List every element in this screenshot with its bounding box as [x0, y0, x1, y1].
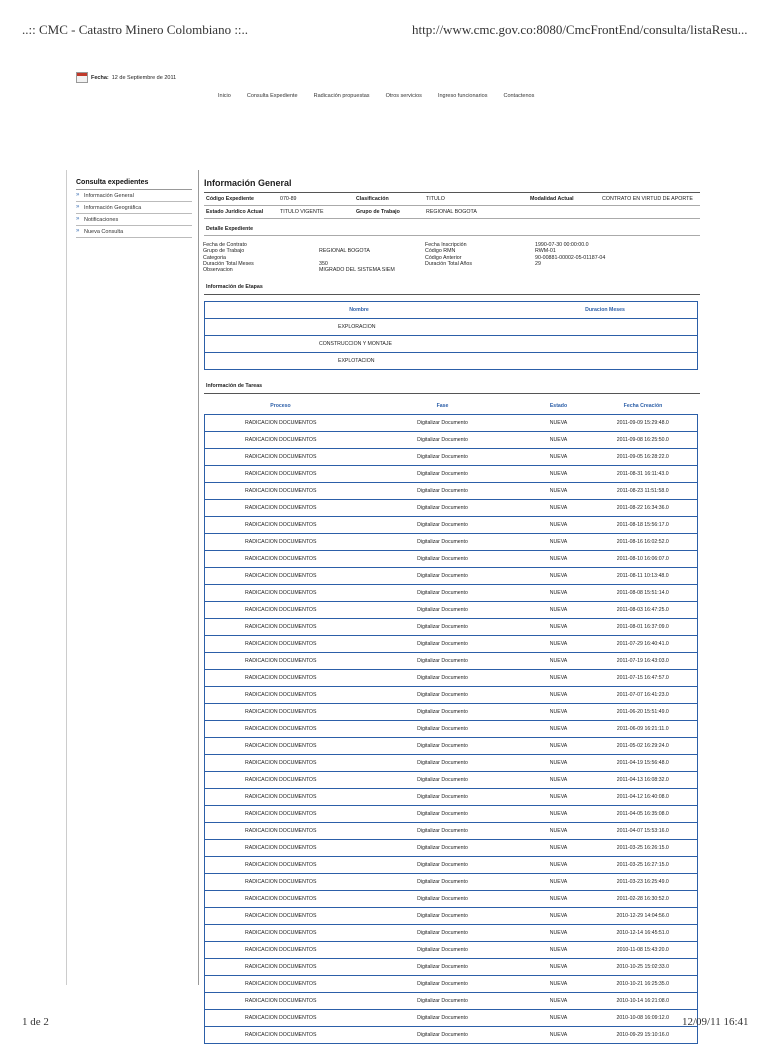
detalle-value: 90-00881-00002-05-01187-04: [535, 254, 606, 261]
tarea-estado: NUEVA: [529, 517, 589, 534]
page-footer-left: 1 de 2: [22, 1016, 49, 1028]
tarea-fecha: 2011-08-16 16:02:52.0: [589, 534, 698, 551]
tarea-proceso: RADICACION DOCUMENTOS: [205, 636, 357, 653]
tarea-fase: Digitalizar Documento: [357, 1027, 529, 1044]
tarea-proceso: RADICACION DOCUMENTOS: [205, 772, 357, 789]
table-row: [205, 738, 698, 755]
tarea-fecha: 2011-04-05 16:35:08.0: [589, 806, 698, 823]
col-nombre: Nombre: [205, 302, 514, 319]
tarea-fase: Digitalizar Documento: [357, 874, 529, 891]
tarea-fase: Digitalizar Documento: [357, 687, 529, 704]
table-row: [205, 704, 698, 721]
tarea-fecha: 2011-09-09 15:29:48.0: [589, 415, 698, 432]
table-row: [205, 551, 698, 568]
tarea-estado: NUEVA: [529, 619, 589, 636]
detalle-value: 350: [319, 260, 328, 267]
modalidad-value: CONTRATO EN VIRTUD DE APORTE: [602, 196, 693, 202]
tarea-proceso: RADICACION DOCUMENTOS: [205, 942, 357, 959]
nav-otros-servicios[interactable]: Otros servicios: [385, 93, 422, 99]
tarea-estado: NUEVA: [529, 602, 589, 619]
tarea-fase: Digitalizar Documento: [357, 806, 529, 823]
tarea-estado: NUEVA: [529, 925, 589, 942]
fecha: [76, 72, 176, 83]
table-row: [205, 466, 698, 483]
tareas-table: [204, 398, 698, 1044]
tarea-fecha: 2011-06-20 15:51:49.0: [589, 704, 698, 721]
fecha-label: Fecha:: [91, 74, 109, 81]
nav-ingreso-funcionarios[interactable]: Ingreso funcionarios: [437, 93, 488, 99]
tarea-proceso: RADICACION DOCUMENTOS: [205, 704, 357, 721]
tarea-proceso: RADICACION DOCUMENTOS: [205, 568, 357, 585]
tarea-fecha: 2011-04-19 15:56:48.0: [589, 755, 698, 772]
detalle-title: Detalle Expediente: [204, 219, 700, 236]
tarea-proceso: RADICACION DOCUMENTOS: [205, 908, 357, 925]
tarea-fase: Digitalizar Documento: [357, 857, 529, 874]
tarea-proceso: RADICACION DOCUMENTOS: [205, 755, 357, 772]
table-row: [205, 908, 698, 925]
tarea-estado: NUEVA: [529, 891, 589, 908]
browser-title: ..:: CMC - Catastro Minero Colombiano ::..: [22, 22, 249, 37]
table-row: [205, 585, 698, 602]
tarea-fase: Digitalizar Documento: [357, 670, 529, 687]
tarea-estado: NUEVA: [529, 687, 589, 704]
tareas-title: Información de Tareas: [206, 383, 263, 390]
tarea-fecha: 2010-09-29 15:10:16.0: [589, 1027, 698, 1044]
detalle-grid: [203, 236, 700, 273]
tarea-proceso: RADICACION DOCUMENTOS: [205, 534, 357, 551]
tarea-fecha: 2011-07-29 16:40:41.0: [589, 636, 698, 653]
table-row: [205, 619, 698, 636]
tarea-fecha: 2011-08-11 10:13:48.0: [589, 568, 698, 585]
tarea-proceso: RADICACION DOCUMENTOS: [205, 500, 357, 517]
tarea-estado: NUEVA: [529, 653, 589, 670]
tarea-fecha: 2010-12-29 14:04:56.0: [589, 908, 698, 925]
table-row: [205, 721, 698, 738]
tarea-fase: Digitalizar Documento: [357, 840, 529, 857]
tarea-proceso: RADICACION DOCUMENTOS: [205, 670, 357, 687]
tarea-fase: Digitalizar Documento: [357, 1010, 529, 1027]
table-row: [205, 840, 698, 857]
tarea-fecha: 2011-08-23 11:51:58.0: [589, 483, 698, 500]
table-row: [205, 534, 698, 551]
tarea-fase: Digitalizar Documento: [357, 704, 529, 721]
tarea-fecha: 2011-04-13 16:08:32.0: [589, 772, 698, 789]
tarea-estado: NUEVA: [529, 568, 589, 585]
table-row: [205, 687, 698, 704]
general-row-2: [204, 206, 700, 219]
detalle-value: RWM-01: [535, 248, 556, 255]
tarea-fecha: 2011-08-08 15:51:14.0: [589, 585, 698, 602]
estado-label: Estado Jurídico Actual: [206, 209, 264, 215]
tarea-fecha: 2011-02-28 16:30:52.0: [589, 891, 698, 908]
tarea-fase: Digitalizar Documento: [357, 738, 529, 755]
tarea-fase: Digitalizar Documento: [357, 908, 529, 925]
tarea-fase: Digitalizar Documento: [357, 942, 529, 959]
table-row: [205, 500, 698, 517]
etapa-nombre: CONSTRUCCION Y MONTAJE: [205, 336, 514, 353]
sidebar-item-nueva-consulta[interactable]: » Nueva Consulta: [76, 226, 192, 238]
tarea-estado: NUEVA: [529, 466, 589, 483]
sidebar-item-info-general[interactable]: » Información General: [76, 190, 192, 202]
col-estado: Estado: [529, 398, 589, 415]
tarea-fecha: 2011-06-09 16:21:11.0: [589, 721, 698, 738]
tarea-estado: NUEVA: [529, 534, 589, 551]
tarea-proceso: RADICACION DOCUMENTOS: [205, 857, 357, 874]
tarea-fase: Digitalizar Documento: [357, 959, 529, 976]
etapa-nombre: EXPLORACION: [205, 319, 514, 336]
codigo-value: 070-89: [280, 196, 297, 202]
col-duracion-meses: Duracion Meses: [513, 302, 698, 319]
main-nav: [218, 93, 534, 99]
tarea-fase: Digitalizar Documento: [357, 721, 529, 738]
detalle-label: Duración Total Años: [425, 260, 473, 267]
detalle-left-labels: [203, 242, 319, 273]
tarea-estado: NUEVA: [529, 789, 589, 806]
table-row: [205, 336, 698, 353]
detalle-right-labels: [425, 242, 535, 273]
tarea-fecha: 2011-04-07 15:53:16.0: [589, 823, 698, 840]
tarea-estado: NUEVA: [529, 755, 589, 772]
tarea-estado: NUEVA: [529, 976, 589, 993]
sidebar-item-notificaciones[interactable]: » Notificaciones: [76, 214, 192, 226]
tarea-estado: NUEVA: [529, 670, 589, 687]
table-row: [205, 925, 698, 942]
browser-url: http://www.cmc.gov.co:8080/CmcFrontEnd/consulta/listaResu...: [412, 22, 748, 37]
tarea-proceso: RADICACION DOCUMENTOS: [205, 925, 357, 942]
etapas-table: [204, 301, 698, 370]
col-fase: Fase: [357, 398, 529, 415]
table-row: [205, 942, 698, 959]
col-fecha-creacion: Fecha Creación: [589, 398, 698, 415]
table-row: [205, 891, 698, 908]
tarea-proceso: RADICACION DOCUMENTOS: [205, 432, 357, 449]
calendar-icon: [76, 72, 88, 83]
tarea-proceso: RADICACION DOCUMENTOS: [205, 466, 357, 483]
estado-value: TITULO VIGENTE: [280, 209, 324, 215]
detalle-right-values: [535, 242, 695, 273]
tarea-proceso: RADICACION DOCUMENTOS: [205, 823, 357, 840]
tarea-fecha: 2011-03-25 16:27:15.0: [589, 857, 698, 874]
table-row: [205, 1010, 698, 1027]
codigo-label: Código Expediente: [206, 196, 254, 202]
left-divider: [66, 170, 67, 985]
grupo-label: Grupo de Trabajo: [356, 209, 400, 215]
table-row: [205, 670, 698, 687]
tarea-proceso: RADICACION DOCUMENTOS: [205, 806, 357, 823]
tarea-fecha: 2011-08-22 16:34:36.0: [589, 500, 698, 517]
table-row: [205, 976, 698, 993]
tarea-fecha: 2011-09-05 16:28:22.0: [589, 449, 698, 466]
tarea-fase: Digitalizar Documento: [357, 789, 529, 806]
tarea-estado: NUEVA: [529, 721, 589, 738]
tarea-proceso: RADICACION DOCUMENTOS: [205, 891, 357, 908]
tarea-estado: NUEVA: [529, 857, 589, 874]
detalle-value: 1990-07-30 00:00:00.0: [535, 242, 589, 248]
tarea-estado: NUEVA: [529, 908, 589, 925]
content-divider: [198, 170, 199, 985]
tarea-fase: Digitalizar Documento: [357, 636, 529, 653]
tarea-proceso: RADICACION DOCUMENTOS: [205, 653, 357, 670]
tarea-fecha: 2010-10-08 16:09:12.0: [589, 1010, 698, 1027]
table-row: [205, 823, 698, 840]
clasificacion-label: Clasificación: [356, 196, 389, 202]
tarea-proceso: RADICACION DOCUMENTOS: [205, 959, 357, 976]
tarea-proceso: RADICACION DOCUMENTOS: [205, 551, 357, 568]
tarea-fase: Digitalizar Documento: [357, 925, 529, 942]
tarea-estado: NUEVA: [529, 1010, 589, 1027]
tarea-estado: NUEVA: [529, 551, 589, 568]
tarea-fase: Digitalizar Documento: [357, 891, 529, 908]
grupo-value: REGIONAL BOGOTA: [426, 209, 477, 215]
tarea-estado: NUEVA: [529, 874, 589, 891]
tarea-fecha: 2011-08-01 16:37:09.0: [589, 619, 698, 636]
table-row: [205, 653, 698, 670]
table-row: [205, 602, 698, 619]
table-row: [205, 789, 698, 806]
etapas-title: Información de Etapas: [206, 284, 263, 291]
tarea-proceso: RADICACION DOCUMENTOS: [205, 789, 357, 806]
modalidad-label: Modalidad Actual: [530, 196, 574, 202]
tarea-proceso: RADICACION DOCUMENTOS: [205, 619, 357, 636]
table-row: [205, 432, 698, 449]
tarea-fase: Digitalizar Documento: [357, 976, 529, 993]
tarea-proceso: RADICACION DOCUMENTOS: [205, 483, 357, 500]
detalle-left-values: [319, 242, 425, 273]
nav-inicio[interactable]: Inicio: [218, 93, 231, 99]
tarea-fecha: 2010-10-25 15:02:33.0: [589, 959, 698, 976]
tarea-fase: Digitalizar Documento: [357, 517, 529, 534]
table-row: [205, 806, 698, 823]
tarea-proceso: RADICACION DOCUMENTOS: [205, 1010, 357, 1027]
tarea-estado: NUEVA: [529, 840, 589, 857]
tarea-fecha: 2011-08-10 16:06:07.0: [589, 551, 698, 568]
tarea-fecha: 2011-07-07 16:41:23.0: [589, 687, 698, 704]
table-row: [205, 415, 698, 432]
tarea-estado: NUEVA: [529, 585, 589, 602]
tarea-fecha: 2010-11-08 15:43:20.0: [589, 942, 698, 959]
tarea-fase: Digitalizar Documento: [357, 449, 529, 466]
tarea-proceso: RADICACION DOCUMENTOS: [205, 993, 357, 1010]
tarea-estado: NUEVA: [529, 942, 589, 959]
tarea-proceso: RADICACION DOCUMENTOS: [205, 976, 357, 993]
detalle-label: Categoria: [203, 254, 226, 261]
tarea-fecha: 2011-08-31 16:11:43.0: [589, 466, 698, 483]
page-footer-right: 12/09/11 16:41: [682, 1016, 749, 1028]
tarea-fase: Digitalizar Documento: [357, 500, 529, 517]
detalle-label: Observacion: [203, 267, 233, 274]
clasificacion-value: TITULO: [426, 196, 445, 202]
table-row: [205, 993, 698, 1010]
tarea-estado: NUEVA: [529, 823, 589, 840]
tarea-proceso: RADICACION DOCUMENTOS: [205, 602, 357, 619]
tarea-fase: Digitalizar Documento: [357, 602, 529, 619]
table-row: [205, 1027, 698, 1044]
fecha-value: 12 de Septiembre de 2011: [111, 74, 177, 81]
tarea-fase: Digitalizar Documento: [357, 755, 529, 772]
tarea-estado: NUEVA: [529, 483, 589, 500]
tarea-estado: NUEVA: [529, 415, 589, 432]
detalle-value: 29: [535, 260, 541, 267]
page-title: Información General: [204, 178, 700, 193]
tarea-proceso: RADICACION DOCUMENTOS: [205, 874, 357, 891]
tarea-fase: Digitalizar Documento: [357, 772, 529, 789]
tarea-fase: Digitalizar Documento: [357, 585, 529, 602]
nav-contactenos[interactable]: Contactenos: [503, 93, 535, 99]
tarea-fase: Digitalizar Documento: [357, 619, 529, 636]
detalle-value: MIGRADO DEL SISTEMA SIEM: [319, 267, 395, 274]
table-row: [205, 517, 698, 534]
tarea-fase: Digitalizar Documento: [357, 432, 529, 449]
tarea-proceso: RADICACION DOCUMENTOS: [205, 738, 357, 755]
tareas-body: [205, 415, 698, 1044]
tarea-fecha: 2011-07-19 16:43:03.0: [589, 653, 698, 670]
tarea-estado: NUEVA: [529, 1027, 589, 1044]
tarea-proceso: RADICACION DOCUMENTOS: [205, 1027, 357, 1044]
detalle-label: Código Anterior: [425, 254, 462, 261]
general-row-1: [204, 193, 700, 206]
tarea-fecha: 2010-10-14 16:21:08.0: [589, 993, 698, 1010]
col-proceso: Proceso: [205, 398, 357, 415]
detalle-value: REGIONAL BOGOTA: [319, 248, 370, 255]
etapa-nombre: EXPLOTACION: [205, 353, 514, 370]
tarea-fecha: 2010-10-21 16:25:35.0: [589, 976, 698, 993]
main-content: [204, 178, 700, 1044]
table-row: [205, 353, 698, 370]
tarea-fase: Digitalizar Documento: [357, 483, 529, 500]
table-row: [205, 772, 698, 789]
tarea-fecha: 2011-03-23 16:25:49.0: [589, 874, 698, 891]
tarea-fecha: 2011-03-25 16:26:15.0: [589, 840, 698, 857]
tarea-estado: NUEVA: [529, 432, 589, 449]
nav-radicacion-propuestas[interactable]: Radicación propuestas: [313, 93, 370, 99]
table-row: [205, 568, 698, 585]
tarea-estado: NUEVA: [529, 636, 589, 653]
tarea-proceso: RADICACION DOCUMENTOS: [205, 449, 357, 466]
tarea-estado: NUEVA: [529, 993, 589, 1010]
tarea-fase: Digitalizar Documento: [357, 993, 529, 1010]
tarea-fecha: 2010-12-14 16:45:51.0: [589, 925, 698, 942]
table-row: [205, 857, 698, 874]
table-row: [205, 449, 698, 466]
tarea-estado: NUEVA: [529, 704, 589, 721]
tarea-proceso: RADICACION DOCUMENTOS: [205, 585, 357, 602]
tarea-fecha: 2011-07-15 16:47:57.0: [589, 670, 698, 687]
tarea-fase: Digitalizar Documento: [357, 551, 529, 568]
table-row: [205, 636, 698, 653]
tarea-fecha: 2011-09-08 16:25:50.0: [589, 432, 698, 449]
table-row: [205, 755, 698, 772]
tarea-fase: Digitalizar Documento: [357, 653, 529, 670]
tarea-proceso: RADICACION DOCUMENTOS: [205, 415, 357, 432]
tarea-fase: Digitalizar Documento: [357, 568, 529, 585]
detalle-label: Grupo de Trabajo: [203, 248, 245, 255]
table-row: [205, 319, 698, 336]
table-row: [205, 483, 698, 500]
tarea-fecha: 2011-05-02 16:29:24.0: [589, 738, 698, 755]
tarea-fecha: 2011-04-12 16:40:08.0: [589, 789, 698, 806]
tarea-fase: Digitalizar Documento: [357, 466, 529, 483]
tarea-fase: Digitalizar Documento: [357, 823, 529, 840]
tarea-estado: NUEVA: [529, 959, 589, 976]
tarea-proceso: RADICACION DOCUMENTOS: [205, 721, 357, 738]
tarea-estado: NUEVA: [529, 772, 589, 789]
tarea-fecha: 2011-08-03 16:47:25.0: [589, 602, 698, 619]
tarea-estado: NUEVA: [529, 806, 589, 823]
detalle-label: Código RMN: [425, 248, 456, 255]
detalle-label: Duración Total Meses: [203, 260, 254, 267]
tarea-estado: NUEVA: [529, 449, 589, 466]
sidebar-item-info-geografica[interactable]: » Información Geográfica: [76, 202, 192, 214]
table-row: [205, 959, 698, 976]
sidebar: [76, 179, 192, 238]
tarea-estado: NUEVA: [529, 500, 589, 517]
tarea-proceso: RADICACION DOCUMENTOS: [205, 840, 357, 857]
tarea-fase: Digitalizar Documento: [357, 534, 529, 551]
sidebar-title: Consulta expedientes: [76, 179, 192, 190]
tarea-proceso: RADICACION DOCUMENTOS: [205, 687, 357, 704]
table-row: [205, 874, 698, 891]
tarea-estado: NUEVA: [529, 738, 589, 755]
tarea-fase: Digitalizar Documento: [357, 415, 529, 432]
tarea-proceso: RADICACION DOCUMENTOS: [205, 517, 357, 534]
detalle-label: Fecha Inscripción: [425, 242, 467, 248]
nav-consulta-expediente[interactable]: Consulta Expediente: [246, 93, 298, 99]
detalle-label: Fecha de Contrato: [203, 242, 247, 248]
tarea-fecha: 2011-08-18 15:56:17.0: [589, 517, 698, 534]
